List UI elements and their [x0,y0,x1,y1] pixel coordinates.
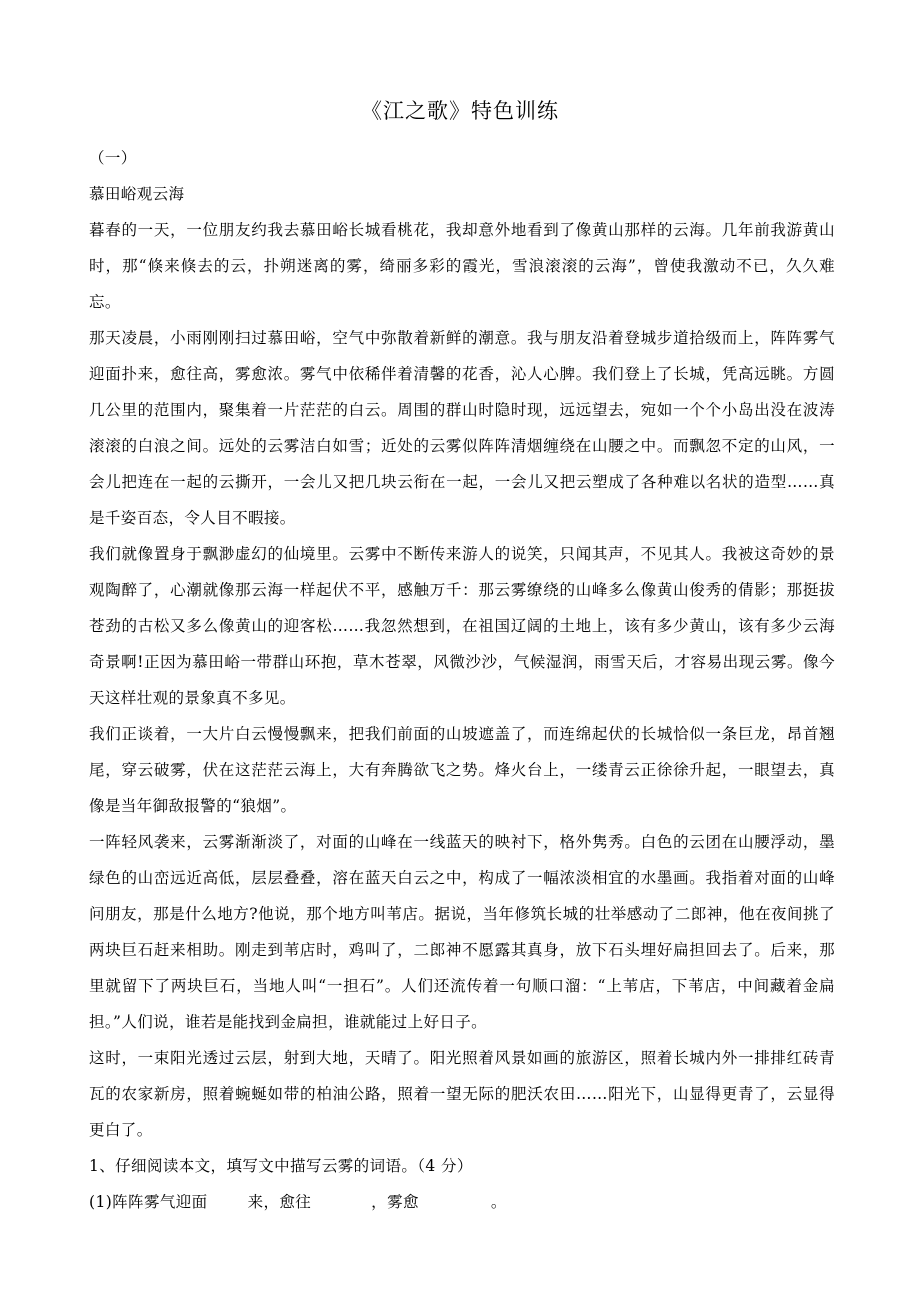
answer-text-4: 。 [490,1193,507,1211]
paragraph: 那天凌晨，小雨刚刚扫过慕田峪，空气中弥散着新鲜的潮意。我与朋友沿着登城步道拾级而上，阵阵雾气迎面扑来，愈往高，雾愈浓。雾气中依稀伴着清馨的花香，沁人心脾。我们登上了长城，凭高远眺。方圆几公里的范围内，聚集着一片茫茫的白云。周围的群山时隐时现，远远望去，宛如一个个小岛出没在波涛滚滚的白浪之间。远处的云雾洁白如雪；近处的云雾似阵阵清烟缠绕在山腰之中。而飘忽不定的山风，一会儿把连在一起的云撕开，一会儿又把几块云衔在一起，一会儿又把云塑成了各种难以名状的造型……真是千姿百态，令人目不暇接。 [89,329,835,527]
answer-text-2: 来，愈往 [247,1193,312,1211]
paragraph: 暮春的一天，一位朋友约我去慕田峪长城看桃花，我却意外地看到了像黄山那样的云海。几年前我游黄山时，那“倏来倏去的云，扑朔迷离的雾，绮丽多彩的霞光，雪浪滚滚的云海”，曾使我激动不已，久久难忘。 [89,221,835,311]
question-1: 1、仔细阅读本文，填写文中描写云雾的词语。（4 分） [89,1157,473,1175]
answer-text-3: ，雾愈 [371,1193,419,1211]
answer-text-1: (1)阵阵雾气迎面 [89,1193,208,1211]
answer-line [89,1184,835,1220]
paragraph: 我们正谈着，一大片白云慢慢飘来，把我们前面的山坡遮盖了，而连绵起伏的长城恰似一条巨龙，昂首翘尾，穿云破雾，伏在这茫茫云海上，大有奔腾欲飞之势。烽火台上，一缕青云正徐徐升起，一眼望去，真像是当年御敌报警的“狼烟”。 [89,725,835,815]
document-title: 《江之歌》特色训练 [361,99,559,123]
paragraph: 我们就像置身于飘渺虚幻的仙境里。云雾中不断传来游人的说笑，只闻其声，不见其人。我被这奇妙的景观陶醉了，心潮就像那云海一样起伏不平，感触万千：那云雾缭绕的山峰多么像黄山俊秀的倩影；那挺拔苍劲的古松又多么像黄山的迎客松……我忽然想到，在祖国辽阔的土地上，该有多少黄山，该有多少云海奇景啊!正因为慕田峪一带群山环抱，草木苍翠，风微沙沙，气候湿润，雨雪天后，才容易出现云雾。像今天这样壮观的景象真不多见。 [89,545,835,707]
paragraph: 这时，一束阳光透过云层，射到大地，天晴了。阳光照着风景如画的旅游区，照着长城内外一排排红砖青瓦的农家新房，照着蜿蜒如带的柏油公路，照着一望无际的肥沃农田……阳光下，山显得更青了，云显得更白了。 [89,1049,835,1139]
paragraph: 一阵轻风袭来，云雾渐渐淡了，对面的山峰在一线蓝天的映衬下，格外隽秀。白色的云团在山腰浮动，墨绿色的山峦远近高低，层层叠叠，溶在蓝天白云之中，构成了一幅浓淡相宜的水墨画。我指着对面的山峰问朋友，那是什么地方?他说，那个地方叫苇店。据说，当年修筑长城的壮举感动了二郎神，他在夜间挑了两块巨石赶来相助。刚走到苇店时，鸡叫了，二郎神不愿露其真身，放下石头埋好扁担回去了。后来，那里就留下了两块巨石，当地人叫“一担石”。人们还流传着一句顺口溜：“上苇店，下苇店，中间藏着金扁担。”人们说，谁若是能找到金扁担，谁就能过上好日子。 [89,833,835,1031]
article-title: 慕田峪观云海 [89,185,185,203]
section-label: （一） [89,149,137,167]
document-body [89,140,835,1220]
